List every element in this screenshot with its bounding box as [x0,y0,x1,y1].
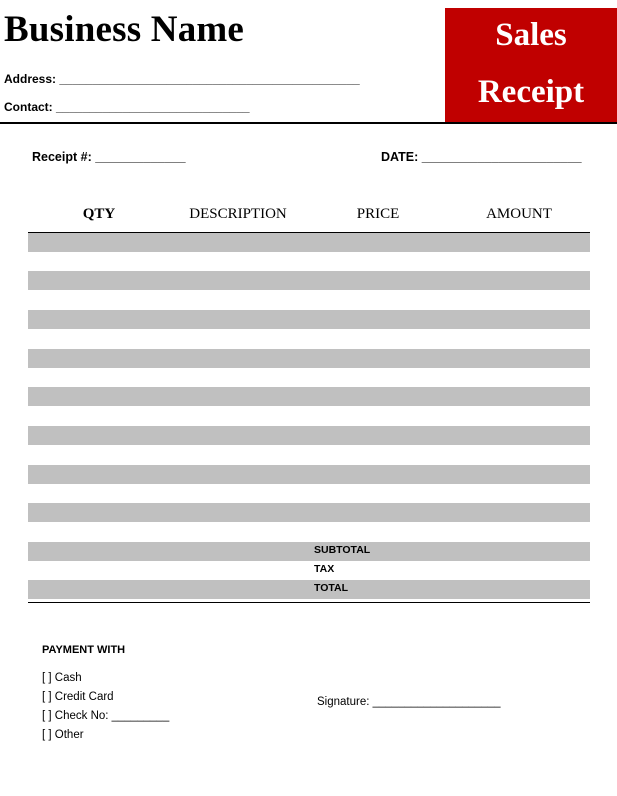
subtotal-row-band [28,542,590,561]
date-field: DATE: _______________________ [381,150,582,164]
total-row-band [28,580,590,599]
business-name: Business Name [4,9,245,50]
address-line: Address: _____________________________________________ [4,72,360,86]
payment-option-credit-card: [ ] Credit Card [42,691,114,703]
table-row-band [28,310,590,329]
receipt-number-field: Receipt #: _____________ [32,150,186,164]
column-header-qty: QTY [82,206,116,222]
column-header-price: PRICE [356,206,400,222]
table-row-band [28,465,590,484]
payment-title: PAYMENT WITH [42,644,126,656]
table-row-band [28,349,590,368]
subtotal-label: SUBTOTAL [314,544,371,556]
tax-label: TAX [314,563,335,575]
table-row-band [28,387,590,406]
signature-line: Signature: ____________________ [317,696,501,708]
column-header-amount: AMOUNT [486,206,552,222]
contact-line: Contact: _____________________________ [4,100,250,114]
payment-option-cash: [ ] Cash [42,672,82,684]
payment-option-other: [ ] Other [42,729,84,741]
table-row-band [28,503,590,522]
table-row-band [28,233,590,252]
table-bottom-rule [28,602,590,603]
total-label: TOTAL [314,582,349,594]
sales-receipt-banner [445,8,617,123]
table-row-band [28,426,590,445]
banner-title-line1: Sales [495,17,567,53]
header-divider [0,122,617,124]
banner-title-line2: Receipt [477,74,585,110]
payment-option-check: [ ] Check No: _________ [42,710,170,722]
table-row-band [28,271,590,290]
column-header-description: DESCRIPTION [189,206,287,222]
